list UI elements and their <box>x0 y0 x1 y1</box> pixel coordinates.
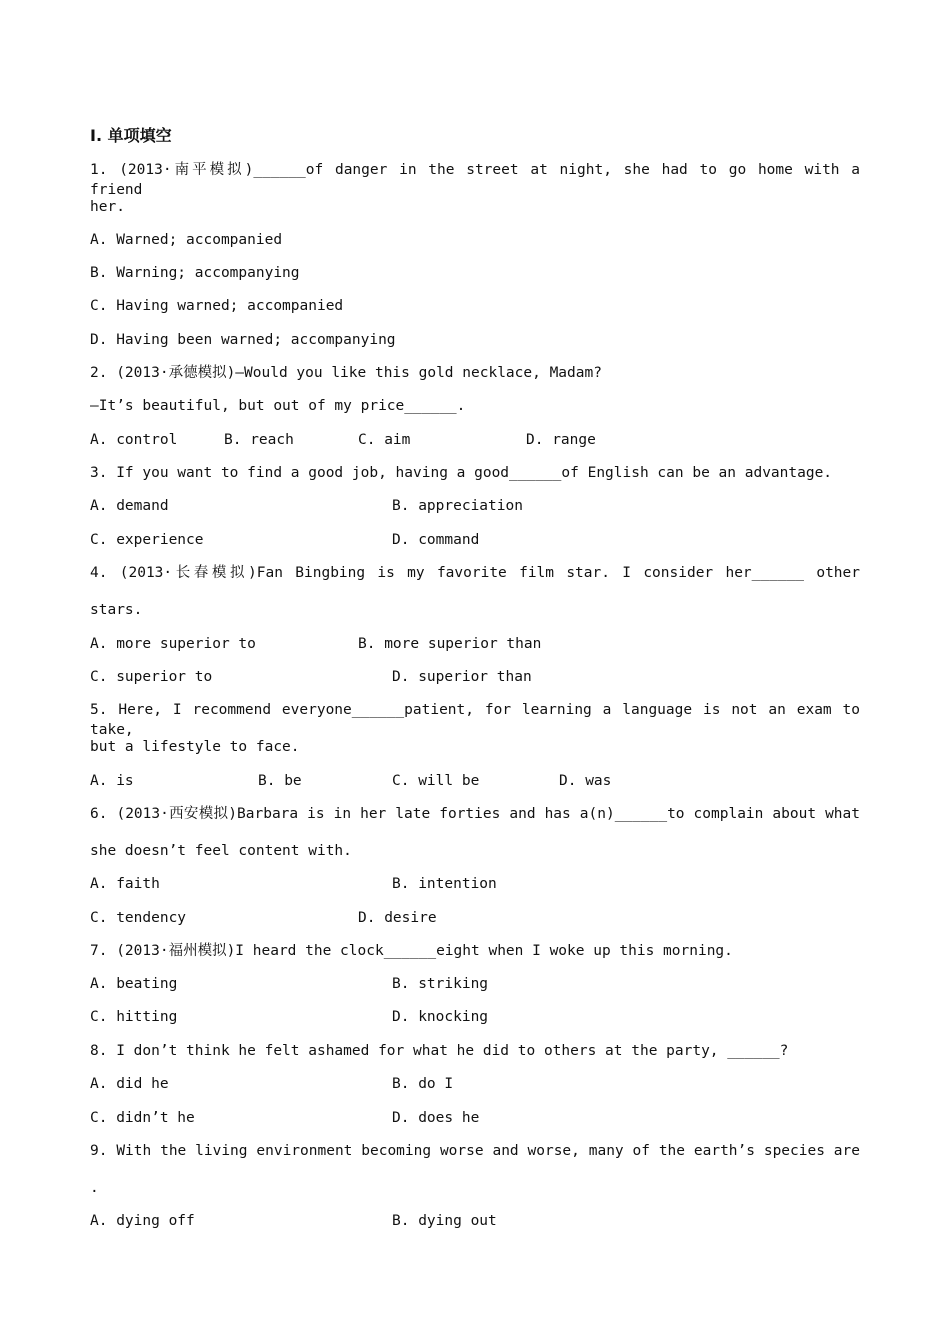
question-3-line-1: 3. If you want to find a good job, having a good______of English can be an advantage. <box>90 465 833 481</box>
question-6-option-d: D. desire <box>358 910 437 926</box>
question-6-option-a: A. faith <box>90 876 160 892</box>
question-4-option-a: A. more superior to <box>90 636 256 652</box>
question-2-option-c: C. aim <box>358 432 411 448</box>
question-4-line-1: 4. (2013·长春模拟)Fan Bingbing is my favorite film star. I consider her______ other <box>90 565 860 581</box>
question-5-line-1: 5. Here, I recommend everyone______patient, for learning a language is not an exam to take, <box>90 702 860 738</box>
question-2-option-a: A. control <box>90 432 178 448</box>
question-1-line-1: 1. (2013·南平模拟)______of danger in the street at night, she had to go home with a friend <box>90 162 860 198</box>
question-9-option-b: B. dying out <box>392 1213 497 1229</box>
question-8-option-b: B. do I <box>392 1076 454 1092</box>
question-5-option-c: C. will be <box>392 773 480 789</box>
question-6-option-c: C. tendency <box>90 910 187 926</box>
question-3-option-b: B. appreciation <box>392 498 523 514</box>
section-title: Ⅰ. 单项填空 <box>90 126 172 145</box>
question-1-line-2: her. <box>90 199 125 215</box>
question-6-line-1: 6. (2013·西安模拟)Barbara is in her late forties and has a(n)______to complain about what <box>90 806 860 822</box>
question-9-line-1: 9. With the living environment becoming worse and worse, many of the earth’s species are <box>90 1143 860 1159</box>
question-1-option-d: D. Having been warned; accompanying <box>90 332 396 348</box>
question-3-option-d: D. command <box>392 532 480 548</box>
question-3-option-a: A. demand <box>90 498 169 514</box>
question-7-line-1: 7. (2013·福州模拟)I heard the clock______eight when I woke up this morning. <box>90 943 733 959</box>
question-6-option-b: B. intention <box>392 876 497 892</box>
question-8-option-a: A. did he <box>90 1076 169 1092</box>
question-5-option-d: D. was <box>559 773 612 789</box>
question-4-option-b: B. more superior than <box>358 636 542 652</box>
question-2-option-b: B. reach <box>224 432 294 448</box>
question-7-option-a: A. beating <box>90 976 178 992</box>
question-8-option-d: D. does he <box>392 1110 480 1126</box>
question-7-option-d: D. knocking <box>392 1009 489 1025</box>
question-1-option-c: C. Having warned; accompanied <box>90 298 344 314</box>
question-9-line-2: . <box>90 1180 99 1196</box>
question-4-option-c: C. superior to <box>90 669 213 685</box>
question-8-option-c: C. didn’t he <box>90 1110 195 1126</box>
question-5-option-b: B. be <box>258 773 302 789</box>
question-3-option-c: C. experience <box>90 532 204 548</box>
question-5-option-a: A. is <box>90 773 134 789</box>
question-2-line-1: 2. (2013·承德模拟)—Would you like this gold necklace, Madam? <box>90 365 602 381</box>
question-2-option-d: D. range <box>526 432 596 448</box>
question-7-option-c: C. hitting <box>90 1009 178 1025</box>
question-4-line-2: stars. <box>90 602 143 618</box>
question-6-line-2: she doesn’t feel content with. <box>90 843 352 859</box>
question-1-option-b: B. Warning; accompanying <box>90 265 300 281</box>
question-4-option-d: D. superior than <box>392 669 532 685</box>
question-8-line-1: 8. I don’t think he felt ashamed for what he did to others at the party, ______? <box>90 1043 789 1059</box>
question-7-option-b: B. striking <box>392 976 489 992</box>
question-2-line-2: —It’s beautiful, but out of my price______. <box>90 398 466 414</box>
question-5-line-2: but a lifestyle to face. <box>90 739 300 755</box>
question-1-option-a: A. Warned; accompanied <box>90 232 283 248</box>
question-9-option-a: A. dying off <box>90 1213 195 1229</box>
